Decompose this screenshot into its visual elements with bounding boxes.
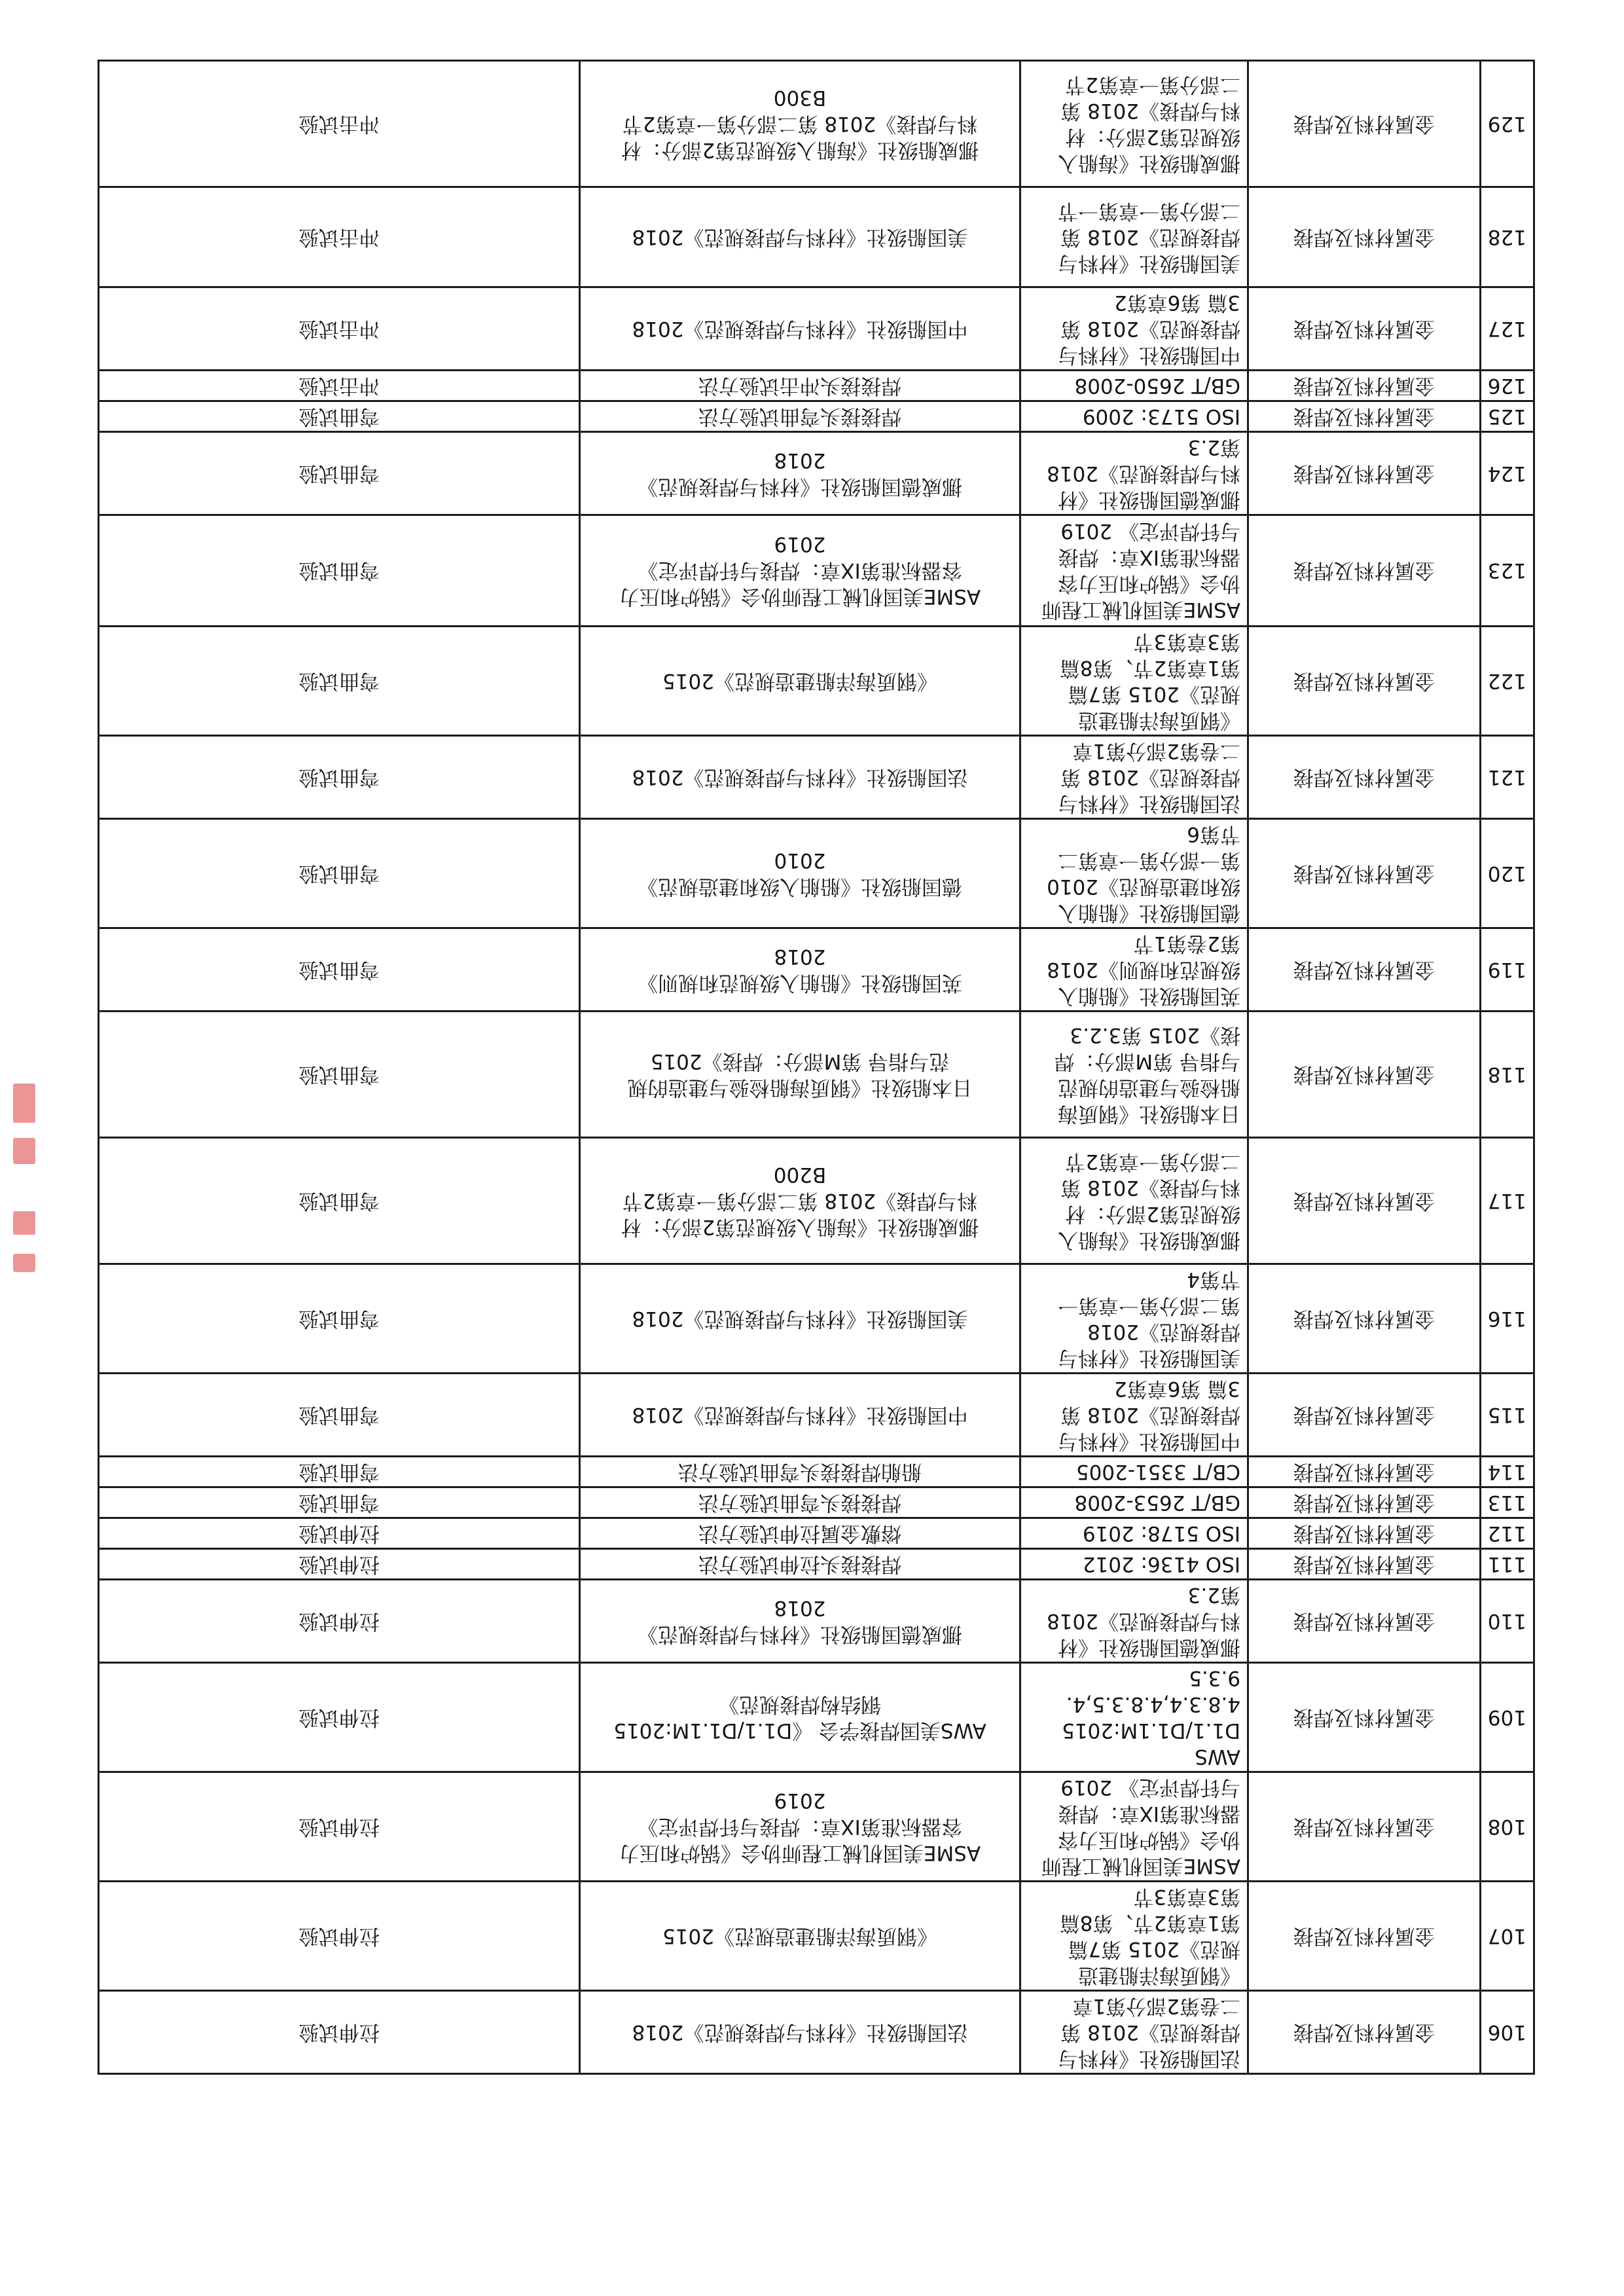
table-row — [99, 1991, 1534, 2074]
test-standard: 挪威船级社《海船入 级规范第2部分：材 料与焊接》2018 第 二部分第一章第2节 — [1020, 1138, 1248, 1264]
test-item: 弯曲试验 — [99, 819, 580, 928]
test-item: 冲击试验 — [99, 371, 580, 401]
test-standard: CB/T 3351-2005 — [1020, 1457, 1248, 1487]
test-standard: 《钢质海洋船建造 规范》2015 第7篇 第1章第2节、第8篇 第3章第3节 — [1020, 1882, 1248, 1991]
standard-name: 日本船级社《钢质海船检验与建造的规 范与指导 第M部分：焊接》2015 — [580, 1011, 1020, 1138]
standard-name: 挪威船级社《海船入级规范第2部分：材 料与焊接》2018 第二部分第一章第2节 B300 — [580, 61, 1020, 187]
row-number: 115 — [1481, 1374, 1534, 1457]
test-object: 金属材料及焊接 — [1248, 1518, 1481, 1549]
standard-name: 法国船级社《材料与焊接规范》2018 — [580, 1991, 1020, 2074]
table-row — [99, 1011, 1534, 1138]
test-object: 金属材料及焊接 — [1248, 819, 1481, 928]
table-row — [99, 515, 1534, 627]
test-item: 拉伸试验 — [99, 1772, 580, 1882]
test-standard: 挪威船级社《海船入 级规范第2部分：材 料与焊接》2018 第 二部分第一章第2节 — [1020, 61, 1248, 187]
test-object: 金属材料及焊接 — [1248, 61, 1481, 187]
table-row — [99, 187, 1534, 287]
table-row — [99, 401, 1534, 432]
test-item: 冲击试验 — [99, 61, 580, 187]
test-object: 金属材料及焊接 — [1248, 736, 1481, 819]
table-body — [99, 61, 1534, 2074]
row-number: 121 — [1481, 736, 1534, 819]
test-object: 金属材料及焊接 — [1248, 627, 1481, 736]
standard-name: ASME美国机械工程师协会《锅炉和压力 容器标准第IX章：焊接与钎焊评定》 2019 — [580, 515, 1020, 627]
row-number: 108 — [1481, 1772, 1534, 1882]
test-standard: 法国船级社《材料与 焊接规范》2018 第 二卷第2部分第1章 — [1020, 1991, 1248, 2074]
test-object: 金属材料及焊接 — [1248, 287, 1481, 371]
standard-name: 美国船级社《材料与焊接规范》2018 — [580, 1264, 1020, 1374]
test-standard: 挪威德国船级社《材 料与焊接规范》2018 第2.3 — [1020, 432, 1248, 515]
accreditation-table — [98, 60, 1535, 2075]
test-standard: 德国船级社《船舶入 级和建造规范》2010 第一部分第一章第二 节第6 — [1020, 819, 1248, 928]
red-stamp-mark — [13, 1084, 35, 1123]
table-row — [99, 371, 1534, 401]
table-row — [99, 1772, 1534, 1882]
row-number: 123 — [1481, 515, 1534, 627]
test-standard: 中国船级社《材料与 焊接规范》2018 第 3篇 第6章第2 — [1020, 1374, 1248, 1457]
test-item: 冲击试验 — [99, 187, 580, 287]
row-number: 124 — [1481, 432, 1534, 515]
test-object: 金属材料及焊接 — [1248, 187, 1481, 287]
row-number: 107 — [1481, 1882, 1534, 1991]
test-item: 拉伸试验 — [99, 1663, 580, 1772]
row-number: 128 — [1481, 187, 1534, 287]
test-object: 金属材料及焊接 — [1248, 515, 1481, 627]
table-row — [99, 627, 1534, 736]
test-object: 金属材料及焊接 — [1248, 1138, 1481, 1264]
test-item: 弯曲试验 — [99, 1374, 580, 1457]
test-item: 弯曲试验 — [99, 1457, 580, 1487]
test-standard: 美国船级社《材料与 焊接规范》2018 第 二部分第一章第一节 — [1020, 187, 1248, 287]
table-row — [99, 287, 1534, 371]
row-number: 111 — [1481, 1549, 1534, 1580]
test-item: 弯曲试验 — [99, 736, 580, 819]
standard-name: 焊接接头弯曲试验方法 — [580, 401, 1020, 432]
test-object: 金属材料及焊接 — [1248, 1772, 1481, 1882]
row-number: 116 — [1481, 1264, 1534, 1374]
test-standard: 《钢质海洋船建造 规范》2015 第7篇 第1章第2节、第8篇 第3章第3节 — [1020, 627, 1248, 736]
test-object: 金属材料及焊接 — [1248, 1457, 1481, 1487]
red-stamp-mark — [13, 1254, 35, 1272]
table-row — [99, 1138, 1534, 1264]
table-row — [99, 1518, 1534, 1549]
table-row — [99, 819, 1534, 928]
test-standard: 日本船级社《钢质海 船检验与建造的规范 与指导 第M部分：焊 接》2015 第3.2.3 — [1020, 1011, 1248, 1138]
standard-name: 焊接接头拉伸试验方法 — [580, 1549, 1020, 1580]
row-number: 112 — [1481, 1518, 1534, 1549]
standard-name: AWS美国焊接学会 《D1.1/D1.1M:2015 钢结构焊接规范》 — [580, 1663, 1020, 1772]
test-item: 拉伸试验 — [99, 1882, 580, 1991]
test-item: 弯曲试验 — [99, 432, 580, 515]
table-row — [99, 1264, 1534, 1374]
test-object: 金属材料及焊接 — [1248, 1882, 1481, 1991]
test-standard: AWS D1.1/D1.1M:2015 4.8.3.4,4.8.3.5,4. 9.3.5 — [1020, 1663, 1248, 1772]
test-item: 拉伸试验 — [99, 1991, 580, 2074]
standard-name: 挪威德国船级社《材料与焊接规范》 2018 — [580, 432, 1020, 515]
test-object: 金属材料及焊接 — [1248, 1663, 1481, 1772]
test-object: 金属材料及焊接 — [1248, 371, 1481, 401]
standard-name: 焊接接头弯曲试验方法 — [580, 1487, 1020, 1518]
test-item: 弯曲试验 — [99, 515, 580, 627]
test-standard: ISO 4136: 2012 — [1020, 1549, 1248, 1580]
row-number: 122 — [1481, 627, 1534, 736]
table-row — [99, 1487, 1534, 1518]
row-number: 113 — [1481, 1487, 1534, 1518]
test-standard: ASME美国机械工程师 协会《锅炉和压力容 器标准第IX章：焊接 与钎焊评定》 2019 — [1020, 515, 1248, 627]
table-row — [99, 736, 1534, 819]
standard-name: 中国船级社《材料与焊接规范》2018 — [580, 1374, 1020, 1457]
test-item: 冲击试验 — [99, 287, 580, 371]
standard-name: 《钢质海洋船建造规范》2015 — [580, 627, 1020, 736]
test-object: 金属材料及焊接 — [1248, 1011, 1481, 1138]
standard-name: 英国船级社《船舶入级规范和规则》 2018 — [580, 928, 1020, 1011]
standard-name: 焊接接头冲击试验方法 — [580, 371, 1020, 401]
standard-name: 挪威德国船级社《材料与焊接规范》 2018 — [580, 1580, 1020, 1663]
table-row — [99, 1580, 1534, 1663]
test-object: 金属材料及焊接 — [1248, 1264, 1481, 1374]
standard-name: 船舶焊接接头弯曲试验方法 — [580, 1457, 1020, 1487]
red-stamp-mark — [13, 1138, 35, 1164]
test-standard: ISO 5178: 2019 — [1020, 1518, 1248, 1549]
row-number: 106 — [1481, 1991, 1534, 2074]
standard-name: 熔敷金属拉伸试验方法 — [580, 1518, 1020, 1549]
test-item: 拉伸试验 — [99, 1549, 580, 1580]
row-number: 127 — [1481, 287, 1534, 371]
table-row — [99, 61, 1534, 187]
table-row — [99, 928, 1534, 1011]
table-row — [99, 1663, 1534, 1772]
test-item: 弯曲试验 — [99, 1264, 580, 1374]
row-number: 125 — [1481, 401, 1534, 432]
test-item: 弯曲试验 — [99, 627, 580, 736]
test-standard: GB/T 2653-2008 — [1020, 1487, 1248, 1518]
test-object: 金属材料及焊接 — [1248, 432, 1481, 515]
test-standard: ISO 5173: 2009 — [1020, 401, 1248, 432]
test-standard: 美国船级社《材料与 焊接规范》2018 第二部分第一章第一 节第4 — [1020, 1264, 1248, 1374]
test-item: 弯曲试验 — [99, 1138, 580, 1264]
row-number: 126 — [1481, 371, 1534, 401]
row-number: 109 — [1481, 1663, 1534, 1772]
test-standard: 英国船级社《船舶入 级规范和规则》2018 第2卷第1节 — [1020, 928, 1248, 1011]
table-row — [99, 432, 1534, 515]
test-standard: 中国船级社《材料与 焊接规范》2018 第 3篇 第6章第2 — [1020, 287, 1248, 371]
standard-name: 挪威船级社《海船入级规范第2部分：材 料与焊接》2018 第二部分第一章第2节 B200 — [580, 1138, 1020, 1264]
table-row — [99, 1882, 1534, 1991]
red-stamp-mark — [13, 1211, 35, 1235]
test-object: 金属材料及焊接 — [1248, 1374, 1481, 1457]
test-item: 拉伸试验 — [99, 1580, 580, 1663]
test-standard: ASME美国机械工程师 协会《锅炉和压力容 器标准第IX章：焊接 与钎焊评定》 2019 — [1020, 1772, 1248, 1882]
test-object: 金属材料及焊接 — [1248, 928, 1481, 1011]
test-item: 拉伸试验 — [99, 1518, 580, 1549]
standard-name: ASME美国机械工程师协会《锅炉和压力 容器标准第IX章：焊接与钎焊评定》 2019 — [580, 1772, 1020, 1882]
standard-name: 法国船级社《材料与焊接规范》2018 — [580, 736, 1020, 819]
row-number: 129 — [1481, 61, 1534, 187]
row-number: 110 — [1481, 1580, 1534, 1663]
test-item: 弯曲试验 — [99, 928, 580, 1011]
test-standard: GB/T 2650-2008 — [1020, 371, 1248, 401]
table-row — [99, 1549, 1534, 1580]
test-item: 弯曲试验 — [99, 1487, 580, 1518]
row-number: 114 — [1481, 1457, 1534, 1487]
standard-name: 美国船级社《材料与焊接规范》2018 — [580, 187, 1020, 287]
test-item: 弯曲试验 — [99, 1011, 580, 1138]
test-object: 金属材料及焊接 — [1248, 1991, 1481, 2074]
test-object: 金属材料及焊接 — [1248, 1580, 1481, 1663]
row-number: 118 — [1481, 1011, 1534, 1138]
row-number: 120 — [1481, 819, 1534, 928]
test-standard: 挪威德国船级社《材 料与焊接规范》2018 第2.3 — [1020, 1580, 1248, 1663]
standard-name: 《钢质海洋船建造规范》2015 — [580, 1882, 1020, 1991]
row-number: 117 — [1481, 1138, 1534, 1264]
table-row — [99, 1457, 1534, 1487]
table-row — [99, 1374, 1534, 1457]
test-item: 弯曲试验 — [99, 401, 580, 432]
test-object: 金属材料及焊接 — [1248, 401, 1481, 432]
row-number: 119 — [1481, 928, 1534, 1011]
standard-name: 中国船级社《材料与焊接规范》2018 — [580, 287, 1020, 371]
test-object: 金属材料及焊接 — [1248, 1487, 1481, 1518]
test-object: 金属材料及焊接 — [1248, 1549, 1481, 1580]
test-standard: 法国船级社《材料与 焊接规范》2018 第 二卷第2部分第1章 — [1020, 736, 1248, 819]
standard-name: 德国船级社《船舶入级和建造规范》 2010 — [580, 819, 1020, 928]
